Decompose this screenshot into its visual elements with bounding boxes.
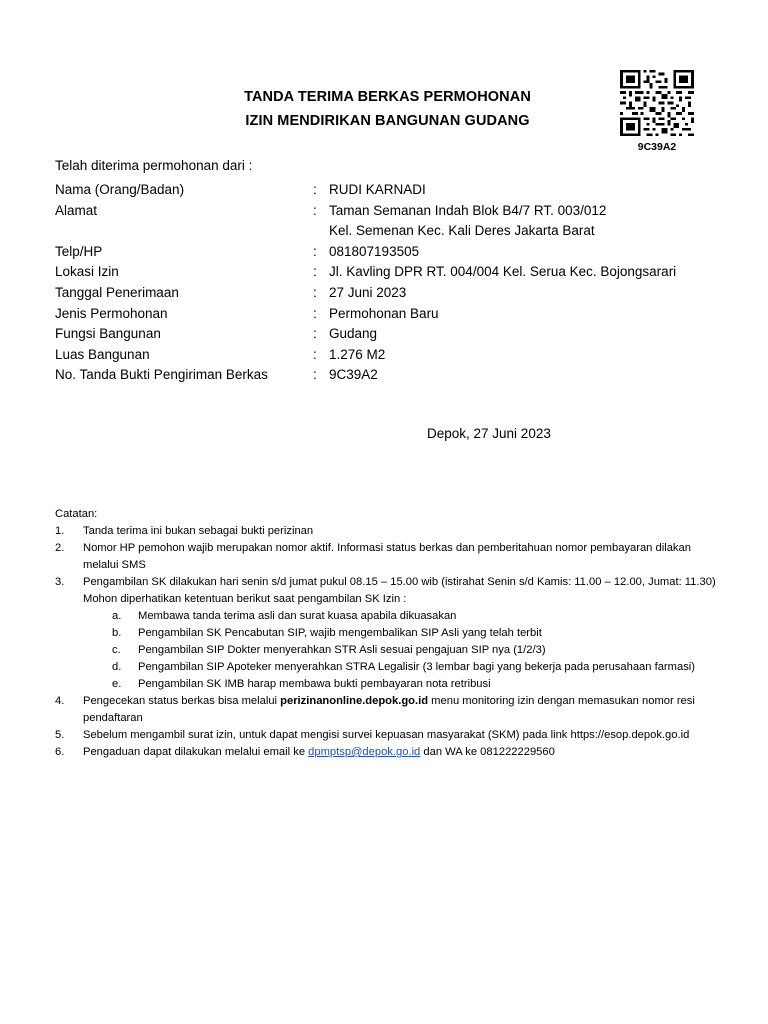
field-value: Permohonan Baru bbox=[329, 305, 439, 321]
field-row-name bbox=[55, 180, 735, 201]
field-label: Nama (Orang/Badan) bbox=[55, 182, 185, 197]
note-number: 5. bbox=[55, 729, 65, 741]
field-label: Jenis Permohonan bbox=[55, 305, 168, 321]
place-date: Depok, 27 Juni 2023 bbox=[427, 426, 551, 441]
field-colon: : bbox=[313, 284, 317, 300]
field-row-date bbox=[55, 283, 735, 304]
field-value: 081807193505 bbox=[329, 243, 420, 259]
note-text-pre: Pengecekan status berkas bisa melalui bbox=[83, 695, 281, 707]
field-value: RUDI KARNADI bbox=[329, 182, 426, 197]
qr-caption: 9C39A2 bbox=[637, 141, 677, 153]
note-text-pre: Pengaduan dapat dilakukan melalui email ke bbox=[83, 746, 309, 758]
note-text-post: dan WA ke 081222229560 bbox=[420, 746, 555, 758]
field-row-receipt-number bbox=[55, 365, 735, 386]
field-colon: : bbox=[313, 305, 317, 321]
note-sub-item bbox=[55, 659, 727, 676]
field-label: Telp/HP bbox=[55, 243, 103, 259]
field-value: Jl. Kavling DPR RT. 004/004 Kel. Serua Kec. Bojongsarari bbox=[329, 264, 677, 280]
field-colon: : bbox=[313, 367, 317, 383]
sub-item-letter: d. bbox=[112, 661, 122, 673]
field-label: Lokasi Izin bbox=[55, 264, 119, 280]
note-sub-item bbox=[55, 625, 727, 642]
sub-item-letter: a. bbox=[112, 610, 122, 622]
note-item bbox=[55, 693, 727, 727]
field-label: Luas Bangunan bbox=[55, 346, 150, 362]
field-value: 1.276 M2 bbox=[329, 346, 386, 362]
note-sub-intro: Mohon diperhatikan ketentuan berikut saat pengambilan SK Izin : bbox=[83, 593, 407, 605]
status-site-text: perizinanonline.depok.go.id bbox=[280, 695, 429, 707]
field-colon: : bbox=[313, 326, 317, 342]
field-value: Kel. Semenan Kec. Kali Deres Jakarta Barat bbox=[329, 223, 595, 239]
note-text bbox=[83, 693, 727, 727]
applicant-fields bbox=[55, 180, 735, 386]
note-text: Nomor HP pemohon wajib merupakan nomor aktif. Informasi status berkas dan pemberitahuan nomor pembayaran dilakan melalui SMS bbox=[83, 542, 691, 571]
sub-item-letter: e. bbox=[112, 678, 122, 690]
note-text: Sebelum mengambil surat izin, untuk dapat mengisi survei kepuasan masyarakat (SKM) pada link https://esop.depok.go.id bbox=[83, 729, 690, 741]
field-row-phone bbox=[55, 242, 735, 263]
email-link[interactable]: dpmptsp@depok.go.id bbox=[308, 746, 421, 758]
note-sub-item bbox=[55, 642, 727, 659]
field-value: 27 Juni 2023 bbox=[329, 284, 407, 300]
field-colon: : bbox=[313, 202, 317, 218]
note-text bbox=[83, 744, 727, 761]
sub-item-letter: c. bbox=[112, 644, 121, 656]
sub-item-letter: b. bbox=[112, 627, 122, 639]
field-value: Taman Semanan Indah Blok B4/7 RT. 003/012 bbox=[329, 202, 607, 218]
field-colon: : bbox=[313, 264, 317, 280]
field-colon: : bbox=[313, 346, 317, 362]
note-item bbox=[55, 744, 727, 761]
field-label: Alamat bbox=[55, 202, 98, 218]
document-title-line2: IZIN MENDIRIKAN BANGUNAN GUDANG bbox=[245, 113, 530, 129]
qr-code-icon bbox=[620, 70, 694, 136]
note-text-post: menu monitoring izin dengan memasukan nomor resi pendaftaran bbox=[83, 695, 695, 724]
note-number: 6. bbox=[55, 746, 65, 758]
sub-item-text: Pengambilan SK Pencabutan SIP, wajib mengembalikan SIP Asli yang telah terbit bbox=[138, 627, 542, 639]
document-title-line1: TANDA TERIMA BERKAS PERMOHONAN bbox=[244, 89, 531, 105]
sub-item-text: Pengambilan SK IMB harap membawa bukti pembayaran nota retribusi bbox=[138, 678, 491, 690]
sub-item-text: Pengambilan SIP Dokter menyerahkan STR Asli sesuai pengajuan SIP nya (1/2/3) bbox=[138, 644, 546, 656]
sub-item-text: Membawa tanda terima asli dan surat kuasa apabila dikuasakan bbox=[138, 610, 457, 622]
note-item bbox=[55, 540, 727, 574]
field-colon: : bbox=[313, 182, 317, 197]
note-item bbox=[55, 574, 727, 591]
note-item bbox=[55, 523, 727, 540]
note-number: 3. bbox=[55, 576, 65, 588]
note-item bbox=[55, 727, 727, 744]
field-label: Fungsi Bangunan bbox=[55, 326, 161, 342]
field-row-type bbox=[55, 304, 735, 325]
note-number: 1. bbox=[55, 525, 65, 537]
field-row-address-line2 bbox=[55, 221, 735, 242]
note-text: Tanda terima ini bukan sebagai bukti perizinan bbox=[83, 525, 314, 537]
notes-title: Catatan: bbox=[55, 508, 98, 520]
notes-section bbox=[55, 506, 727, 761]
field-row-location bbox=[55, 262, 735, 283]
intro-text: Telah diterima permohonan dari : bbox=[55, 158, 253, 173]
field-label: Tanggal Penerimaan bbox=[55, 284, 179, 300]
note-text: Pengambilan SK dilakukan hari senin s/d jumat pukul 08.15 – 15.00 wib (istirahat Senin s/d Kamis: 11.00 – 12.00, Jumat: 11.30) bbox=[83, 576, 716, 588]
note-number: 4. bbox=[55, 695, 65, 707]
field-value: Gudang bbox=[329, 326, 378, 342]
field-row-function bbox=[55, 324, 735, 345]
sub-item-text: Pengambilan SIP Apoteker menyerahkan STRA Legalisir (3 lembar bagi yang bekerja pada perusahaan farmasi) bbox=[138, 661, 696, 673]
note-sub-item bbox=[55, 608, 727, 625]
field-row-area bbox=[55, 345, 735, 366]
field-label: No. Tanda Bukti Pengiriman Berkas bbox=[55, 367, 268, 383]
note-sub-item bbox=[55, 676, 727, 693]
note-number: 2. bbox=[55, 542, 65, 554]
field-colon: : bbox=[313, 243, 317, 259]
field-row-address bbox=[55, 201, 735, 222]
field-value: 9C39A2 bbox=[329, 367, 378, 383]
